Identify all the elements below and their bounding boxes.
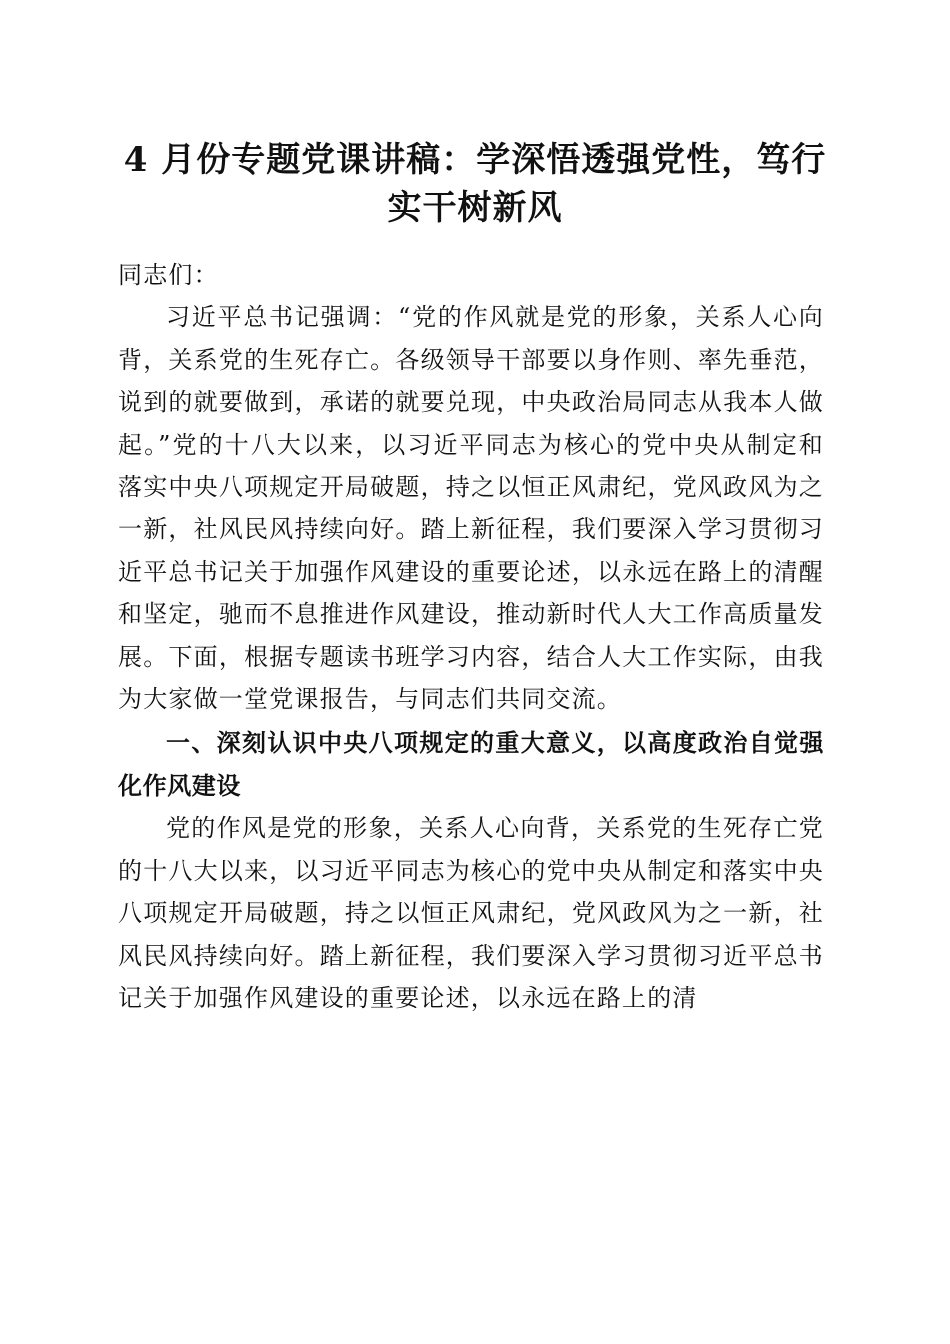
- title-line-1: 4 月份专题党课讲稿：学深悟透强党性，笃行: [123, 140, 827, 180]
- section-paragraph-1: 党的作风是党的形象，关系人心向背，关系党的生死存亡党的十八大以来，以习近平同志为核心的党中央从制定和落实中央八项规定开局破题，持之以恒正风肃纪，党风政风为之一新，社风民风持续向好。踏上新征程，我们要深入学习贯彻习近平总书记关于加强作风建设的重要论述，以永远在路上的清: [118, 814, 824, 1012]
- title-line-2: 实干树新风: [387, 188, 563, 228]
- salutation: 同志们：: [118, 261, 219, 289]
- section-heading-1: 一、深刻认识中央八项规定的重大意义，以高度政治自觉强化作风建设: [118, 728, 824, 800]
- document-body: [118, 254, 824, 1019]
- document-title: [100, 136, 850, 232]
- intro-paragraph: 习近平总书记强调：“党的作风就是党的形象，关系人心向背，关系党的生死存亡。各级领导干部要以身作则、率先垂范，说到的就要做到，承诺的就要兑现，中央政治局同志从我本人做起。”党的十八大以来，以习近平同志为核心的党中央从制定和落实中央八项规定开局破题，持之以恒正风肃纪，党风政风为之一新，社风民风持续向好。踏上新征程，我们要深入学习贯彻习近平总书记关于加强作风建设的重要论述，以永远在路上的清醒和坚定，驰而不息推进作风建设，推动新时代人大工作高质量发展。下面，根据专题读书班学习内容，结合人大工作实际，由我为大家做一堂党课报告，与同志们共同交流。: [118, 303, 824, 714]
